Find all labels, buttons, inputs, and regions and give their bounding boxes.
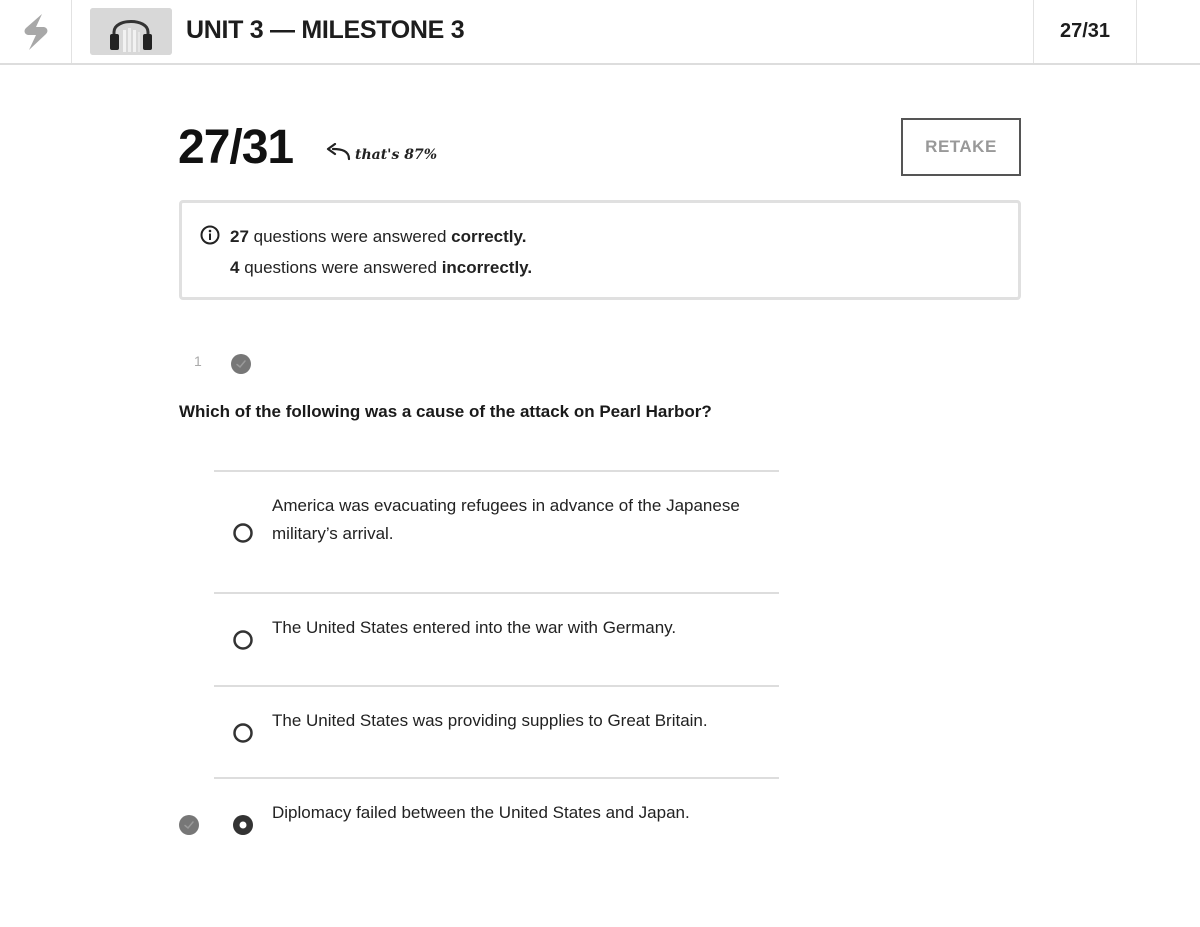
curved-arrow-icon [325,143,351,168]
result-score: 27/31 [178,121,294,174]
lesson-thumbnail [90,8,172,55]
header-score: 27/31 [1033,0,1137,63]
correct-answer-check-icon [178,814,200,841]
correct-summary [230,227,526,247]
radio-empty-icon[interactable] [232,722,254,749]
answer-option-label: The United States entered into the war with Germany. [272,618,677,637]
radio-empty-icon[interactable] [232,629,254,656]
unit-title: UNIT 3 — MILESTONE 3 [186,16,465,44]
answer-options [214,470,779,857]
answer-option[interactable] [214,592,779,685]
answer-option[interactable] [214,470,779,592]
incorrect-count: 4 [230,258,240,277]
percent-note [325,143,437,167]
results-summary [179,200,1021,300]
radio-empty-icon[interactable] [232,522,254,549]
top-bar [0,0,1200,65]
answer-option-label: America was evacuating refugees in advance of the Japanese military’s arrival. [272,496,740,543]
correct-count: 27 [230,227,249,246]
percent-note-text: that's 87% [355,147,438,163]
info-icon [200,225,220,250]
incorrect-word: incorrectly. [441,258,533,277]
logo-cell[interactable] [0,0,72,63]
correct-text: questions were answered [248,227,452,246]
correct-word: correctly. [451,227,527,246]
question-number: 1 [194,353,202,369]
answer-option-selected[interactable] [214,777,779,857]
radio-selected-icon[interactable] [232,814,254,841]
answer-option-label: The United States was providing supplies to Great Britain. [272,711,708,730]
question-text: Which of the following was a cause of the attack on Pearl Harbor? [179,402,712,421]
correct-check-icon [230,353,252,380]
retake-button[interactable]: RETAKE [901,118,1021,176]
answer-option[interactable] [214,685,779,777]
answer-option-label: Diplomacy failed between the United States and Japan. [272,803,690,822]
incorrect-summary [230,258,532,278]
incorrect-text: questions were answered [239,258,442,277]
